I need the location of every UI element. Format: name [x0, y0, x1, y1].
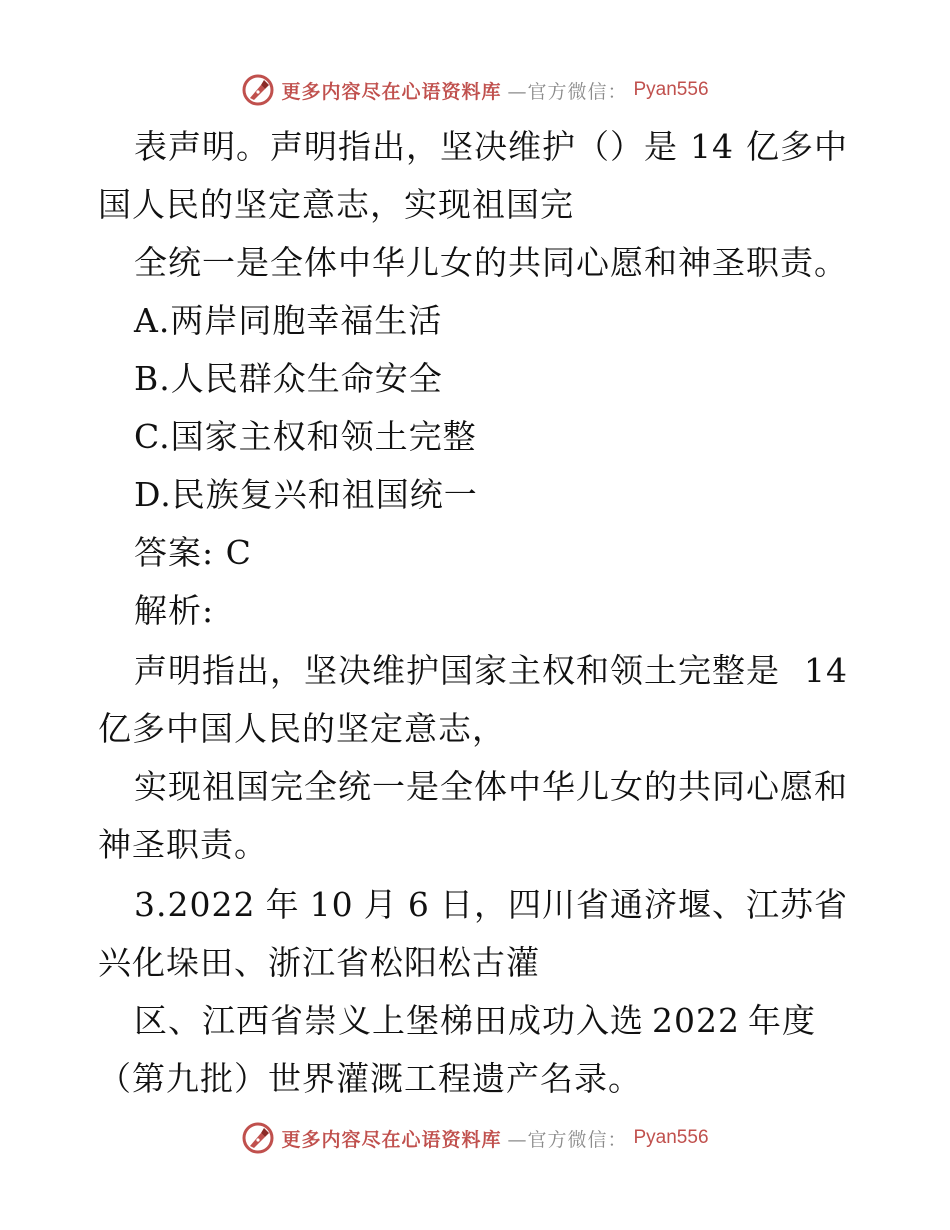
analysis-label: 解析:: [134, 591, 215, 630]
q2-stem-line-1: 表声明。声明指出，坚决维护（）是 14 亿多中: [134, 127, 848, 166]
q3-line-3: 区、江西省崇义上堡梯田成功入选 2022 年度: [134, 1001, 816, 1040]
footer-watermark: [0, 1118, 950, 1158]
pen-nib-circle-icon: [241, 73, 275, 107]
analysis-line-2: 亿多中国人民的坚定意志，: [98, 709, 506, 748]
analysis-line-4: 神圣职责。: [98, 825, 268, 864]
analysis-line-3: 实现祖国完全统一是全体中华儿女的共同心愿和: [134, 767, 848, 806]
q3-line-2: 兴化垛田、浙江省松阳松古灌: [98, 943, 540, 982]
watermark-separator: —官方微信：: [507, 80, 628, 103]
watermark-wechat-id: Pyan556: [633, 79, 709, 100]
q3-line-1: 3.2022 年 10 月 6 日，四川省通济堰、江苏省: [134, 885, 848, 924]
option-b: B.人民群众生命安全: [134, 359, 443, 398]
option-c: C.国家主权和领土完整: [134, 417, 477, 456]
analysis-line-1: 声明指出，坚决维护国家主权和领土完整是 14: [134, 651, 848, 690]
watermark-text: 更多内容尽在心语资料库: [281, 80, 502, 103]
q2-stem-line-3: 全统一是全体中华儿女的共同心愿和神圣职责。: [134, 243, 848, 282]
watermark-wechat-id: Pyan556: [633, 1127, 709, 1148]
watermark-text: 更多内容尽在心语资料库: [281, 1128, 502, 1151]
answer: 答案: C: [134, 533, 252, 572]
q2-stem-line-2: 国人民的坚定意志，实现祖国完: [98, 185, 574, 224]
q3-line-4: （第九批）世界灌溉工程遗产名录。: [98, 1059, 642, 1098]
option-d: D.民族复兴和祖国统一: [134, 475, 478, 514]
header-watermark: [0, 70, 950, 110]
watermark-separator: —官方微信：: [507, 1128, 628, 1151]
option-a: A.两岸同胞幸福生活: [134, 301, 443, 340]
pen-nib-circle-icon: [241, 1121, 275, 1155]
